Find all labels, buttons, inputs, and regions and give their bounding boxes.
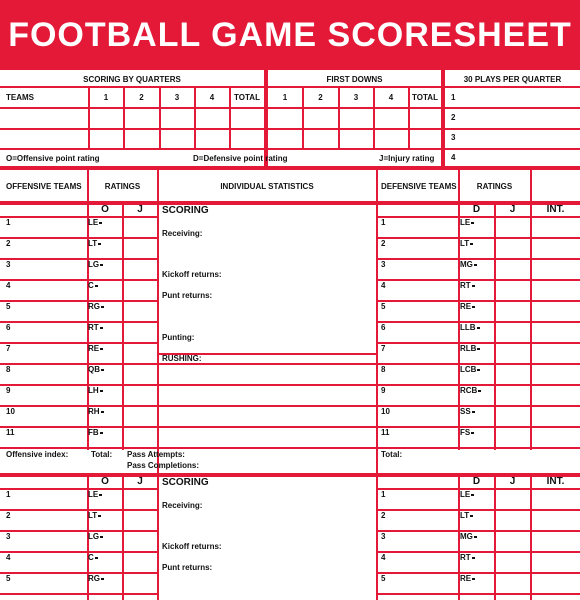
divider <box>441 70 445 166</box>
row-line <box>376 509 580 511</box>
row-number: 8 <box>6 365 11 374</box>
row-line <box>376 237 580 239</box>
j-header: J <box>137 476 143 487</box>
quarter-header: 2 <box>318 93 323 102</box>
row-number: 5 <box>381 574 386 583</box>
position-label: LH <box>88 387 103 395</box>
position-label: FB <box>88 429 103 437</box>
row-line <box>0 488 157 490</box>
position-label: RE <box>460 303 475 311</box>
j-header: J <box>509 476 516 487</box>
rushing-label: RUSHING: <box>162 354 202 363</box>
row-line <box>0 426 580 428</box>
position-label: LT <box>460 240 473 248</box>
position-label: RCB <box>460 387 481 395</box>
row-line <box>376 488 580 490</box>
row-number: 9 <box>6 386 11 395</box>
row-number: 1 <box>381 490 386 499</box>
teams-label: TEAMS <box>6 93 34 102</box>
divider <box>0 148 580 150</box>
quarter-header: 4 <box>388 93 394 102</box>
individual-statistics-header: INDIVIDUAL STATISTICS <box>220 182 314 191</box>
row-line <box>0 300 157 302</box>
row-line <box>0 530 157 532</box>
row-number: 10 <box>6 407 15 416</box>
punt-returns-label: Punt returns: <box>162 291 213 300</box>
row-line <box>0 384 580 386</box>
play-row-number: 2 <box>451 113 456 122</box>
defensive-teams-header: DEFENSIVE TEAMS <box>381 182 457 191</box>
row-line <box>0 363 580 365</box>
row-number: 5 <box>381 302 386 311</box>
position-label: RT <box>460 554 475 562</box>
d-header: D <box>472 476 481 487</box>
quarter-header: 1 <box>282 93 288 102</box>
receiving-label: Receiving: <box>162 501 203 510</box>
row-number: 6 <box>6 323 11 332</box>
divider <box>0 128 443 130</box>
row-number: 10 <box>381 407 390 416</box>
d-header: D <box>472 204 481 215</box>
position-label: LG <box>88 533 103 541</box>
position-label: LE <box>88 219 102 227</box>
row-line <box>0 216 157 218</box>
position-label: LCB <box>460 366 480 374</box>
divider <box>264 70 268 166</box>
kickoff-returns-label: Kickoff returns: <box>162 542 222 551</box>
defense-total-label: Total: <box>381 450 403 459</box>
int-header: INT. <box>546 204 565 215</box>
legend-defensive: D=Defensive point rating <box>193 154 288 163</box>
scoring-label: SCORING <box>162 205 209 216</box>
divider <box>530 476 532 600</box>
position-label: C <box>88 554 98 562</box>
position-label: LG <box>88 261 103 269</box>
first-downs-header: FIRST DOWNS <box>326 75 383 84</box>
row-number: 1 <box>381 218 386 227</box>
row-number: 1 <box>6 218 11 227</box>
quarter-header: 2 <box>139 93 144 102</box>
legend-offensive: O=Offensive point rating <box>6 154 100 163</box>
position-label: RG <box>88 303 104 311</box>
position-label: RH <box>88 408 104 416</box>
offense-ratings-header: RATINGS <box>104 182 141 191</box>
row-number: 3 <box>381 532 386 541</box>
row-line <box>0 447 580 449</box>
quarter-header: 3 <box>174 93 180 102</box>
row-line <box>0 258 157 260</box>
o-header: O <box>101 204 109 215</box>
row-number: 4 <box>381 281 386 290</box>
row-line <box>0 237 157 239</box>
position-label: RT <box>88 324 103 332</box>
quarter-header: 3 <box>353 93 359 102</box>
row-number: 1 <box>6 490 11 499</box>
position-label: C <box>88 282 98 290</box>
total-header: TOTAL <box>412 93 438 102</box>
divider <box>0 107 443 109</box>
row-line <box>376 551 580 553</box>
punt-returns-label: Punt returns: <box>162 563 213 572</box>
row-number: 5 <box>6 302 11 311</box>
row-line <box>0 321 157 323</box>
play-row-number: 4 <box>451 153 456 162</box>
row-line <box>0 509 157 511</box>
scoring-by-quarters-header: SCORING BY QUARTERS <box>83 75 181 84</box>
divider <box>122 476 124 600</box>
offensive-index-label: Offensive index: <box>6 450 69 459</box>
legend-injury: J=Injury rating <box>379 154 435 163</box>
j-header: J <box>137 204 143 215</box>
position-label: SS <box>460 408 475 416</box>
position-label: LLB <box>460 324 480 332</box>
position-label: FS <box>460 429 474 437</box>
position-label: RE <box>460 575 475 583</box>
position-label: LT <box>88 240 101 248</box>
row-number: 4 <box>6 553 11 562</box>
punting-label: Punting: <box>162 333 195 342</box>
divider <box>122 202 124 450</box>
row-line <box>376 342 580 344</box>
row-number: 8 <box>381 365 386 374</box>
row-number: 4 <box>6 281 11 290</box>
total-header: TOTAL <box>234 93 260 102</box>
row-number: 5 <box>6 574 11 583</box>
row-number: 2 <box>381 239 386 248</box>
plays-per-quarter-header: 30 PLAYS PER QUARTER <box>463 75 562 84</box>
row-number: 3 <box>381 260 386 269</box>
divider <box>494 476 496 600</box>
row-line <box>376 321 580 323</box>
position-label: LT <box>460 512 473 520</box>
play-row-number: 1 <box>451 93 456 102</box>
position-label: RE <box>88 345 103 353</box>
divider <box>0 86 580 88</box>
play-row-number: 3 <box>451 133 456 142</box>
scoring-label: SCORING <box>162 477 209 488</box>
pass-attempts-label: Pass Attempts: <box>127 450 185 459</box>
position-label: RT <box>460 282 475 290</box>
position-label: RG <box>88 575 104 583</box>
row-line <box>376 530 580 532</box>
row-line <box>0 279 157 281</box>
row-line <box>376 593 580 595</box>
row-number: 4 <box>381 553 386 562</box>
o-header: O <box>101 476 109 487</box>
position-label: MG <box>460 533 477 541</box>
int-header: INT. <box>546 476 565 487</box>
row-number: 11 <box>381 428 390 437</box>
row-line <box>0 593 157 595</box>
divider <box>443 107 580 109</box>
offense-total-label: Total: <box>91 450 113 459</box>
row-line <box>0 405 580 407</box>
row-number: 2 <box>381 511 386 520</box>
row-number: 9 <box>381 386 386 395</box>
row-number: 2 <box>6 239 11 248</box>
row-line <box>0 572 157 574</box>
divider <box>494 202 496 450</box>
kickoff-returns-label: Kickoff returns: <box>162 270 222 279</box>
row-line <box>376 258 580 260</box>
row-line <box>376 572 580 574</box>
row-line <box>0 342 157 344</box>
divider <box>443 128 580 130</box>
pass-completions-label: Pass Completions: <box>127 461 200 470</box>
row-number: 6 <box>381 323 386 332</box>
position-label: RLB <box>460 345 480 353</box>
row-number: 3 <box>6 532 11 541</box>
position-label: QB <box>88 366 104 374</box>
receiving-label: Receiving: <box>162 229 203 238</box>
row-line <box>376 216 580 218</box>
row-number: 7 <box>381 344 386 353</box>
quarter-header: 4 <box>209 93 215 102</box>
position-label: LE <box>460 219 474 227</box>
position-label: LT <box>88 512 101 520</box>
row-number: 2 <box>6 511 11 520</box>
row-line <box>376 279 580 281</box>
j-header: J <box>509 204 516 215</box>
row-line <box>376 300 580 302</box>
row-line <box>0 551 157 553</box>
quarter-header: 1 <box>103 93 109 102</box>
offensive-teams-header: OFFENSIVE TEAMS <box>6 182 82 191</box>
position-label: LE <box>460 491 474 499</box>
page-title: FOOTBALL GAME SCORESHEET <box>0 0 580 70</box>
position-label: MG <box>460 261 477 269</box>
row-number: 7 <box>6 344 11 353</box>
row-number: 11 <box>6 428 15 437</box>
row-number: 3 <box>6 260 11 269</box>
defense-ratings-header: RATINGS <box>476 182 513 191</box>
position-label: LE <box>88 491 102 499</box>
